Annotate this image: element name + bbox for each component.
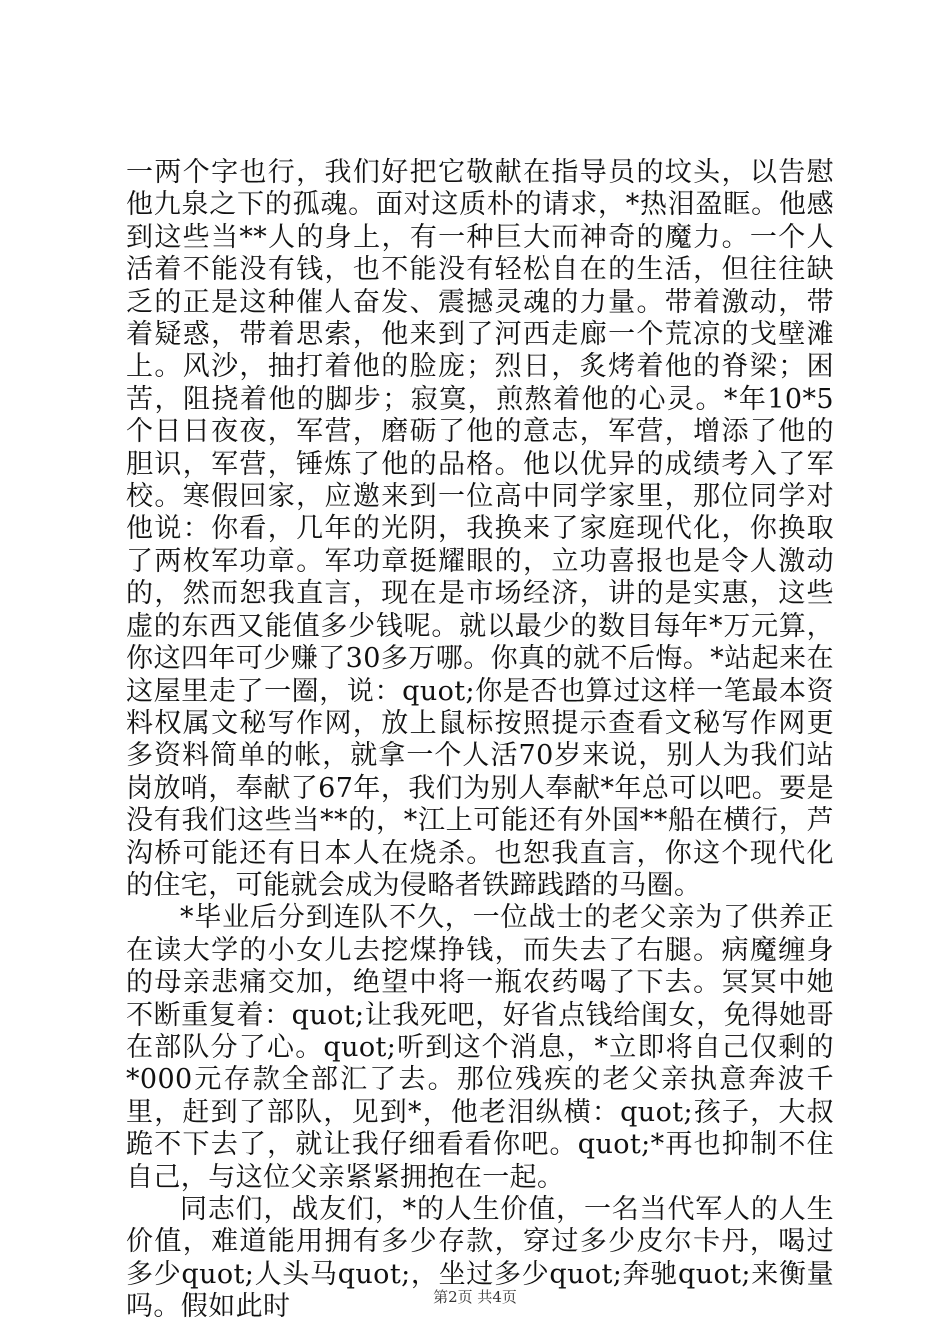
- paragraph-1: 一两个字也行，我们好把它敬献在指导员的坟头，以告慰他九泉之下的孤魂。面对这质朴的请求，*热泪盈眶。他感到这些当**人的身上，有一种巨大而神奇的魔力。一个人活着不能没有钱，也不能没有轻松自在的生活，但往往缺乏的正是这种催人奋发、震撼灵魂的力量。带着激动，带着疑惑，带着思索，他来到了河西走廊一个荒凉的戈壁滩上。风沙，抽打着他的脸庞；烈日，炙烤着他的脊梁；困苦，阻挠着他的脚步；寂寞，煎熬着他的心灵。*年10*5个日日夜夜，军营，磨砺了他的意志，军营，增添了他的胆识，军营，锤炼了他的品格。他以优异的成绩考入了军校。寒假回家，应邀来到一位高中同学家里，那位同学对他说：你看，几年的光阴，我换来了家庭现代化，你换取了两枚军功章。军功章挺耀眼的，立功喜报也是令人激动的，然而恕我直言，现在是市场经济，讲的是实惠，这些虚的东西又能值多少钱呢。就以最少的数目每年*万元算，你这四年可少赚了30多万哪。你真的就不后悔。*站起来在这屋里走了一圈，说：quot;你是否也算过这样一笔最本资料权属文秘写作网，放上鼠标按照提示查看文秘写作网更多资料简单的帐，就拿一个人活70岁来说，别人为我们站岗放哨，奉献了67年，我们为别人奉献*年总可以吧。要是没有我们这些当**的，*江上可能还有外国**船在横行，芦沟桥可能还有日本人在烧杀。也恕我直言，你这个现代化的住宅，可能就会成为侵略者铁蹄践踏的马圈。: [126, 157, 834, 901]
- document-body: [126, 157, 834, 1324]
- paragraph-2: *毕业后分到连队不久，一位战士的老父亲为了供养正在读大学的小女儿去挖煤挣钱，而失去了右腿。病魔缠身的母亲悲痛交加，绝望中将一瓶农药喝了下去。冥冥中她不断重复着：quot;让我死吧，好省点钱给闺女，免得她哥在部队分了心。quot;听到这个消息，*立即将自己仅剩的*000元存款全部汇了去。那位残疾的老父亲执意奔波千里，赶到了部队，见到*，他老泪纵横：quot;孩子，大叔跪不下去了，就让我仔细看看你吧。quot;*再也抑制不住自己，与这位父亲紧紧拥抱在一起。: [126, 902, 834, 1193]
- paragraph-3: 同志们，战友们，*的人生价值，一名当代军人的人生价值，难道能用拥有多少存款，穿过多少皮尔卡丹，喝过多少quot;人头马quot;，坐过多少quot;奔驰quot;来衡量吗。假如此时: [126, 1194, 834, 1323]
- page-number-footer: 第2页 共4页: [433, 1288, 517, 1306]
